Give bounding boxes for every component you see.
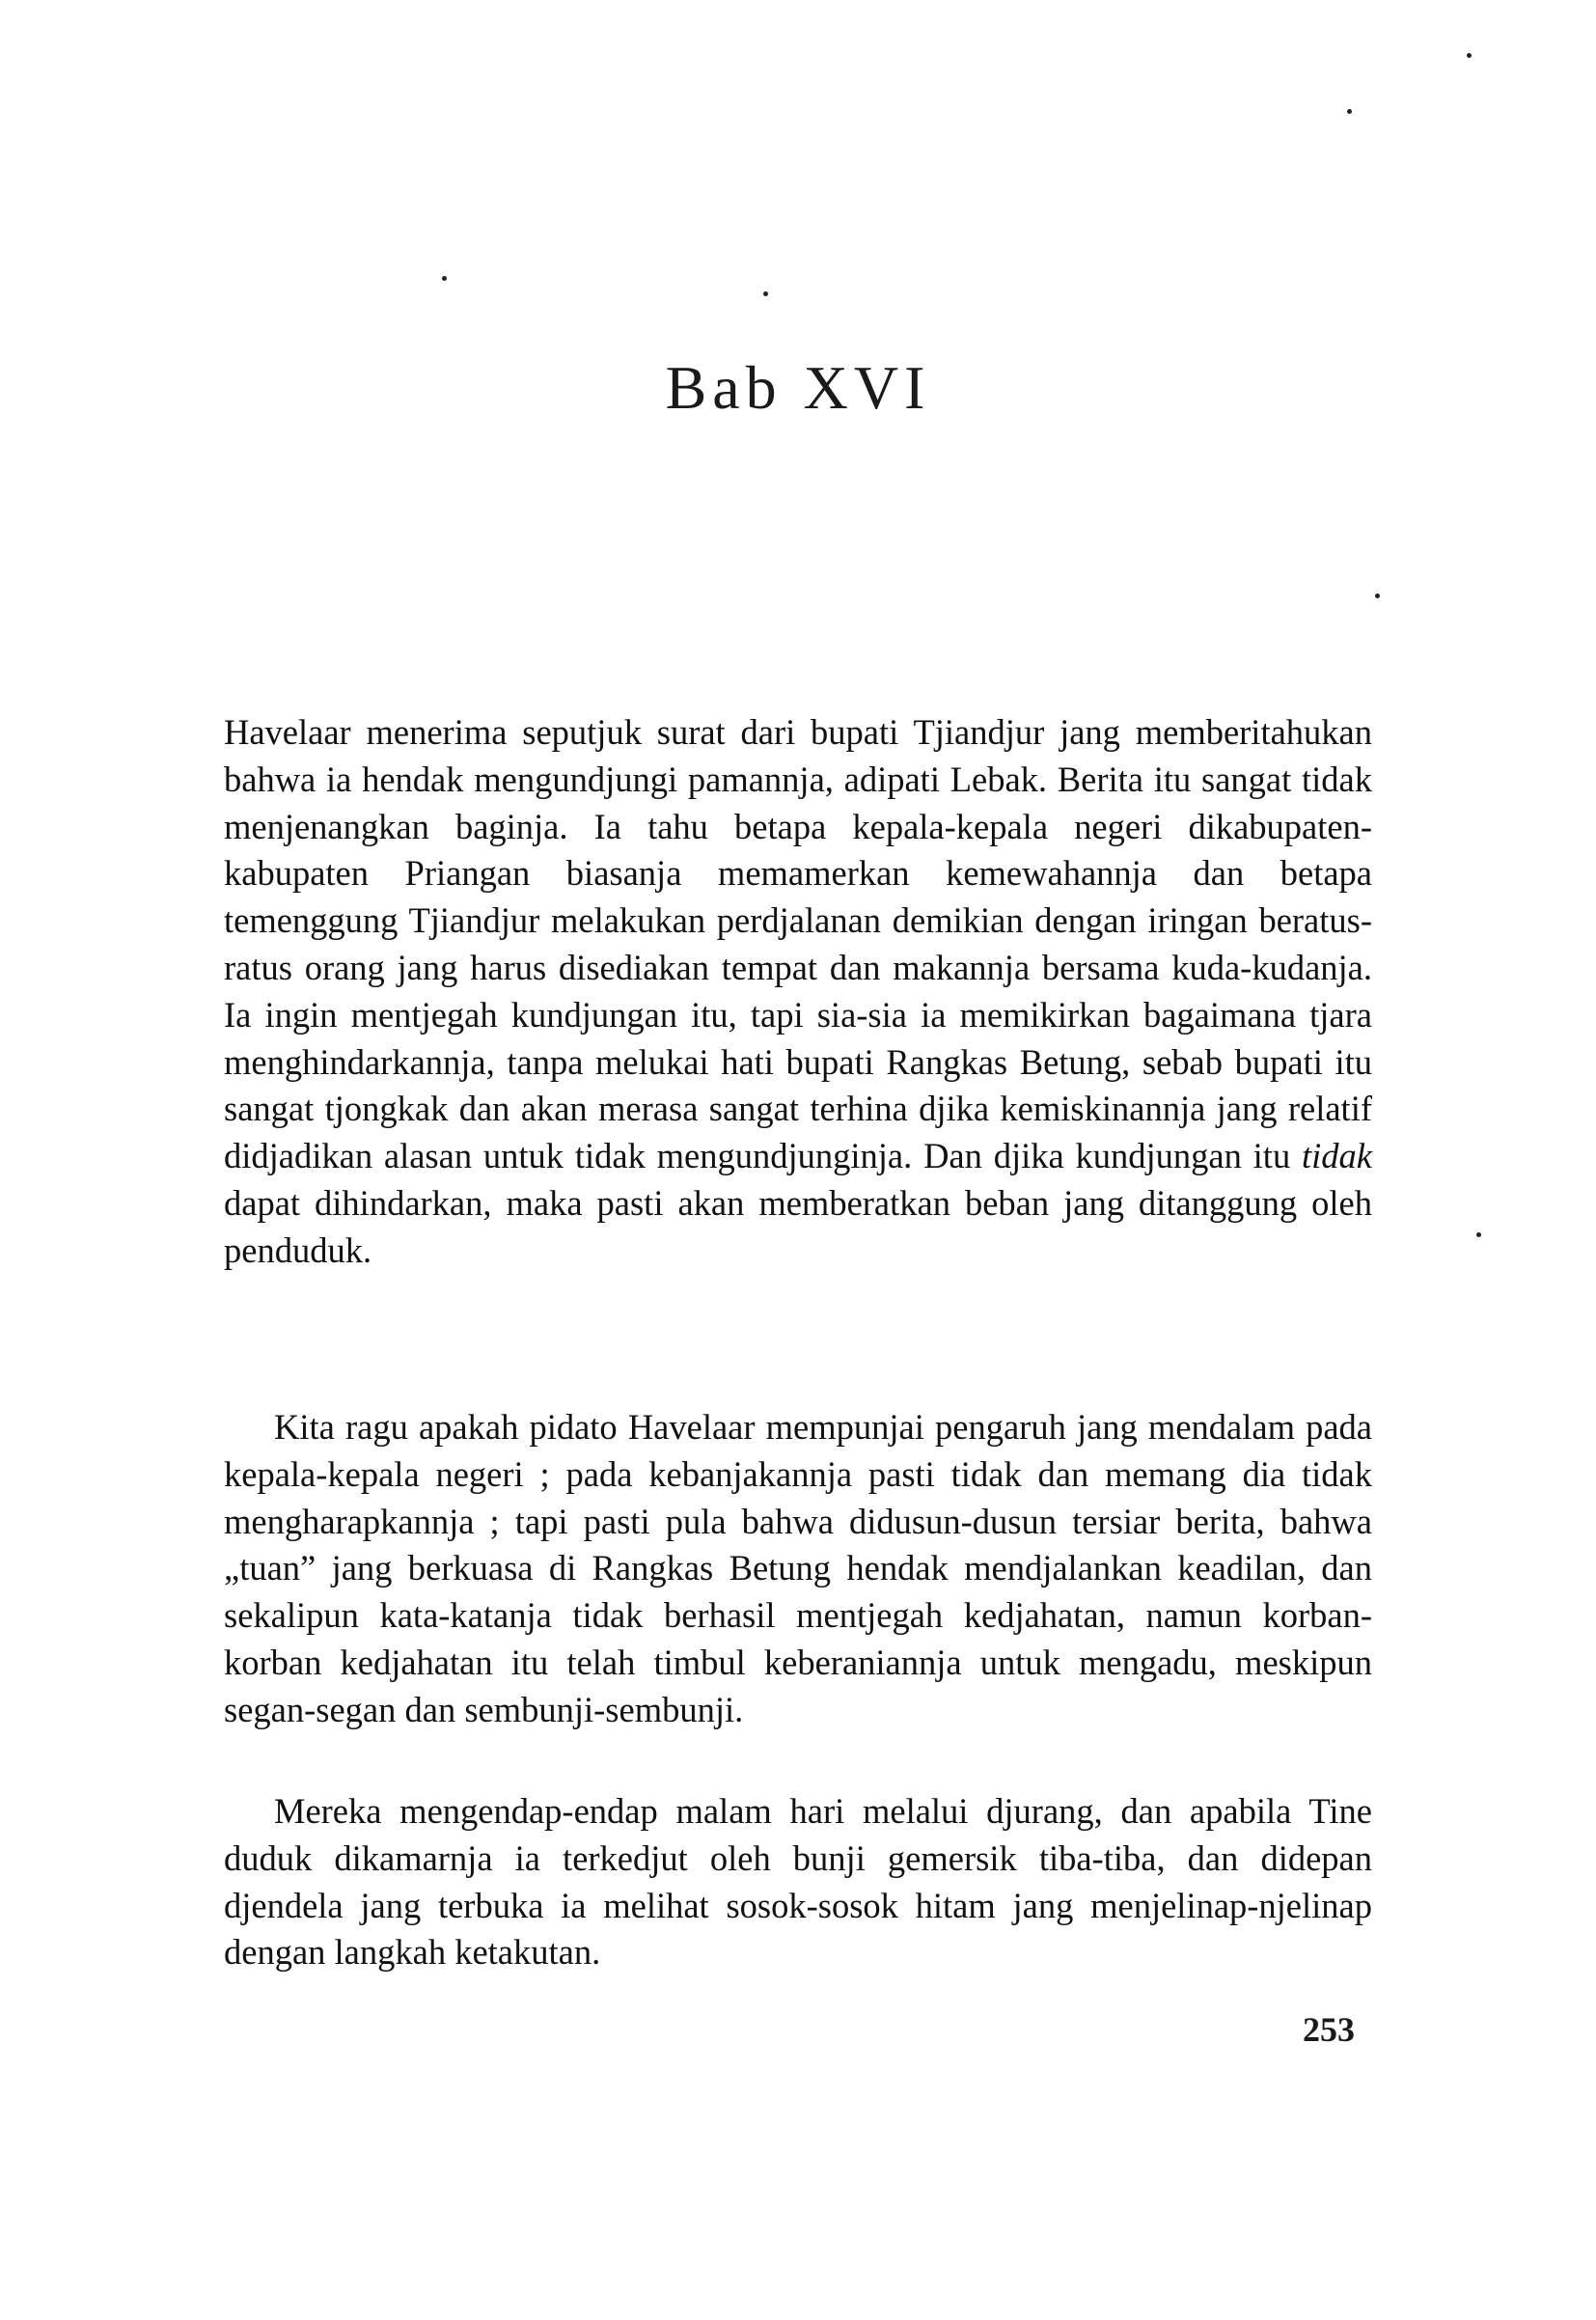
scan-speck — [1467, 53, 1472, 58]
paragraph-2: Kita ragu apakah pidato Havelaar mempunjai pengaruh jang mendalam pada kepala-kepala negeri ; pada kebanjakannja pasti tidak dan memang dia tidak mengharapkannja ; tapi pasti pula bahwa didusun-dusun tersiar berita, bahwa „tuan” jang berkuasa di Rangkas Betung hendak mendjalankan keadilan, dan sekalipun kata-katanja tidak berhasil mentjegah kedjahatan, namun korban-korban kedjahatan itu telah timbul keberaniannja untuk mengadu, meskipun segan-segan dan sembunji-sembunji. — [224, 1407, 1372, 1729]
scan-speck — [1375, 594, 1380, 598]
scan-speck — [442, 276, 447, 281]
emphasized-word: tidak — [1302, 1136, 1372, 1176]
paragraph-3: Mereka mengendap-endap malam hari melalui djurang, dan apabila Tine duduk dikamarnja ia terkedjut oleh bunji gemersik tiba-tiba, dan didepan djendela jang terbuka ia melihat sosok-sosok hitam jang menjelinap-njelinap dengan langkah ketakutan. — [224, 1791, 1372, 1973]
scan-speck — [1476, 1232, 1481, 1237]
paragraph-1 — [224, 709, 1372, 1275]
paragraph-1-text: Havelaar menerima seputjuk surat dari bupati Tjiandjur jang memberitahukan bahwa ia hendak mengundjungi pamannja, adipati Lebak. Berita itu sangat tidak menjenangkan baginja. Ia tahu betapa kepala-kepala negeri dikabupaten-kabupaten Priangan biasanja memamerkan kemewahannja dan betapa temenggung Tjiandjur melakukan perdjalanan demikian dengan iringan beratus-ratus orang jang harus disediakan tempat dan makannja bersama kuda-kudanja. Ia ingin mentjegah kundjungan itu, tapi sia-sia ia memikirkan bagaimana tjara menghindarkannja, tanpa melukai hati bupati Rangkas Betung, sebab bupati itu sangat tjongkak dan akan merasa sangat terhina djika kemiskinannja jang relatif didjadikan alasan untuk tidak mengundjunginja. Dan djika kundjungan itu — [224, 712, 1372, 1176]
scan-speck — [1347, 109, 1352, 114]
paragraph-1-text-end: dapat dihindarkan, maka pasti akan memberatkan beban jang ditanggung oleh penduduk. — [224, 1182, 1372, 1270]
chapter-title: Bab XVI — [665, 353, 931, 422]
page-number: 253 — [1303, 2010, 1355, 2049]
scan-speck — [763, 291, 768, 296]
